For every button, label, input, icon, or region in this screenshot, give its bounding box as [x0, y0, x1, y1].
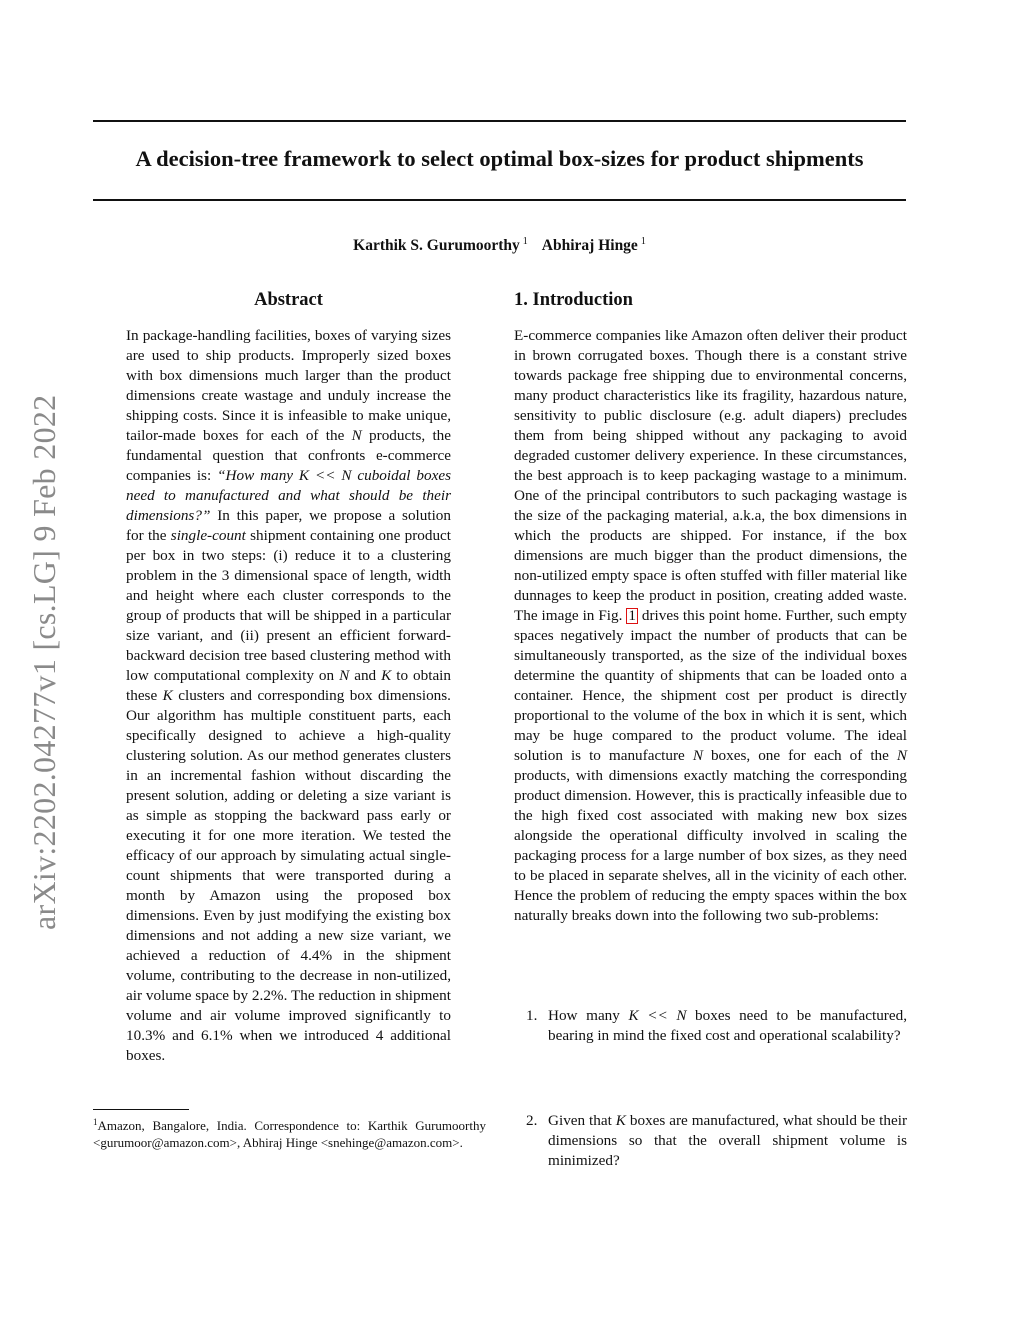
list-item — [514, 1006, 907, 1046]
list-number: 2. — [526, 1112, 538, 1129]
introduction-body: E-commerce companies like Amazon often deliver their product in brown corrugated boxes. Though there is a constant strive towards package free shipping due to environmental concerns, many product characteristics like its fragility, hazardous nature, sensitivity to public disclosure (e.g. adult diapers) precludes them from being shipped without any packaging to avoid degraded customer delivery experience. In these circumstances, the best approach is to keep packaging wastage to a minimum. One of the principal contributors to such packaging wastage is the size of the packaging material, a.k.a, the box dimensions in which the products are shipped. For instance, if the box dimensions are much bigger than the product dimensions, the non-utilized empty space is often stuffed with filler material like dunnages to keep the product in position, creating added waste. The image in Fig. 1 drives this point home. Further, such empty spaces negatively impact the number of products that can be simultaneously transported, as the size of the individual boxes determine the quantity of shipments that can be loaded onto a container. Hence, the shipment cost per product is directly proportional to the volume of the box in which it is sent, which may be huge compared to the product volume. The ideal solution is to manufacture N boxes, one for each of the N products, with dimensions exactly matching the corresponding product dimension. However, this is practically infeasible due to the high fixed cost associated with making new box sizes alongside the operational difficulty involved in scaling the packaging process for a large number of box sizes, as they need to be placed in separate shelves, all in the vicinity of each other. Hence the problem of reducing the empty spaces within the box naturally breaks down into the following two sub-problems: — [514, 327, 908, 924]
footnote-text: Amazon, Bangalore, India. Correspondence to: Karthik Gurumoorthy <gurumoor@amazon.com>, Abhiraj Hinge <snehinge@amazon.com>. — [93, 1118, 486, 1150]
list-number: 1. — [526, 1007, 538, 1024]
title-rule-top — [93, 120, 906, 122]
footnote-rule — [93, 1109, 189, 1110]
figure-reference-link[interactable]: 1 — [628, 607, 636, 624]
footnote — [93, 1114, 486, 1151]
footnote-mark: 1 — [93, 1117, 98, 1127]
author-list — [93, 236, 906, 255]
paper-title: A decision-tree framework to select optimal box-sizes for product shipments — [135, 146, 864, 171]
author-affiliation-mark: 1 — [522, 236, 528, 247]
author-affiliation-mark: 1 — [640, 236, 646, 247]
arxiv-stamp: arXiv:2202.04277v1 [cs.LG] 9 Feb 2022 — [26, 394, 62, 930]
list-item-text: How many K << N boxes need to be manufactured, bearing in mind the fixed cost and operational scalability? — [548, 1007, 907, 1044]
list-item — [514, 1111, 907, 1171]
list-item-text: Given that K boxes are manufactured, what should be their dimensions so that the overall shipment volume is minimized? — [548, 1112, 908, 1169]
left-column — [126, 290, 451, 1066]
introduction-heading: 1. Introduction — [514, 290, 633, 310]
title-rule-bottom — [93, 199, 906, 201]
right-column — [514, 290, 907, 926]
abstract-heading: Abstract — [254, 290, 323, 310]
author-name: Abhiraj Hinge — [541, 237, 638, 254]
author-name: Karthik S. Gurumoorthy — [353, 237, 520, 254]
abstract-body: In package-handling facilities, boxes of varying sizes are used to ship products. Improperly sized boxes with box dimensions much larger than the product dimensions create wastage and unduly increase the shipping costs. Since it is infeasible to make unique, tailor-made boxes for each of the N products, the fundamental question that confronts e-commerce companies is: “How many K << N cuboidal boxes need to manufactured and what should be their dimensions?” In this paper, we propose a solution for the single-count shipment containing one product per box in two steps: (i) reduce it to a clustering problem in the 3 dimensional space of length, width and height where each cluster corresponds to the group of products that will be shipped in a particular size variant, and (ii) present an efficient forward-backward decision tree based clustering method with low computational complexity on N and K to obtain these K clusters and corresponding box dimensions. Our algorithm has multiple constituent parts, each specifically designed to achieve a high-quality clustering solution. As our method generates clusters in an incremental fashion without discarding the present solution, adding or deleting a size variant is as simple as stopping the backward pass early or executing it for one more iteration. We tested the efficacy of our approach by simulating actual single-count shipments that were transported during a month by Amazon using the proposed box dimensions. Even by just modifying the existing box dimensions and not adding a new size variant, we achieved a reduction of 4.4% in the shipment volume, contributing to the decrease in non-utilized, air volume space by 2.2%. The reduction in shipment volume and air volume improved significantly to 10.3% and 6.1% when we introduced 4 additional boxes. — [126, 327, 452, 1064]
